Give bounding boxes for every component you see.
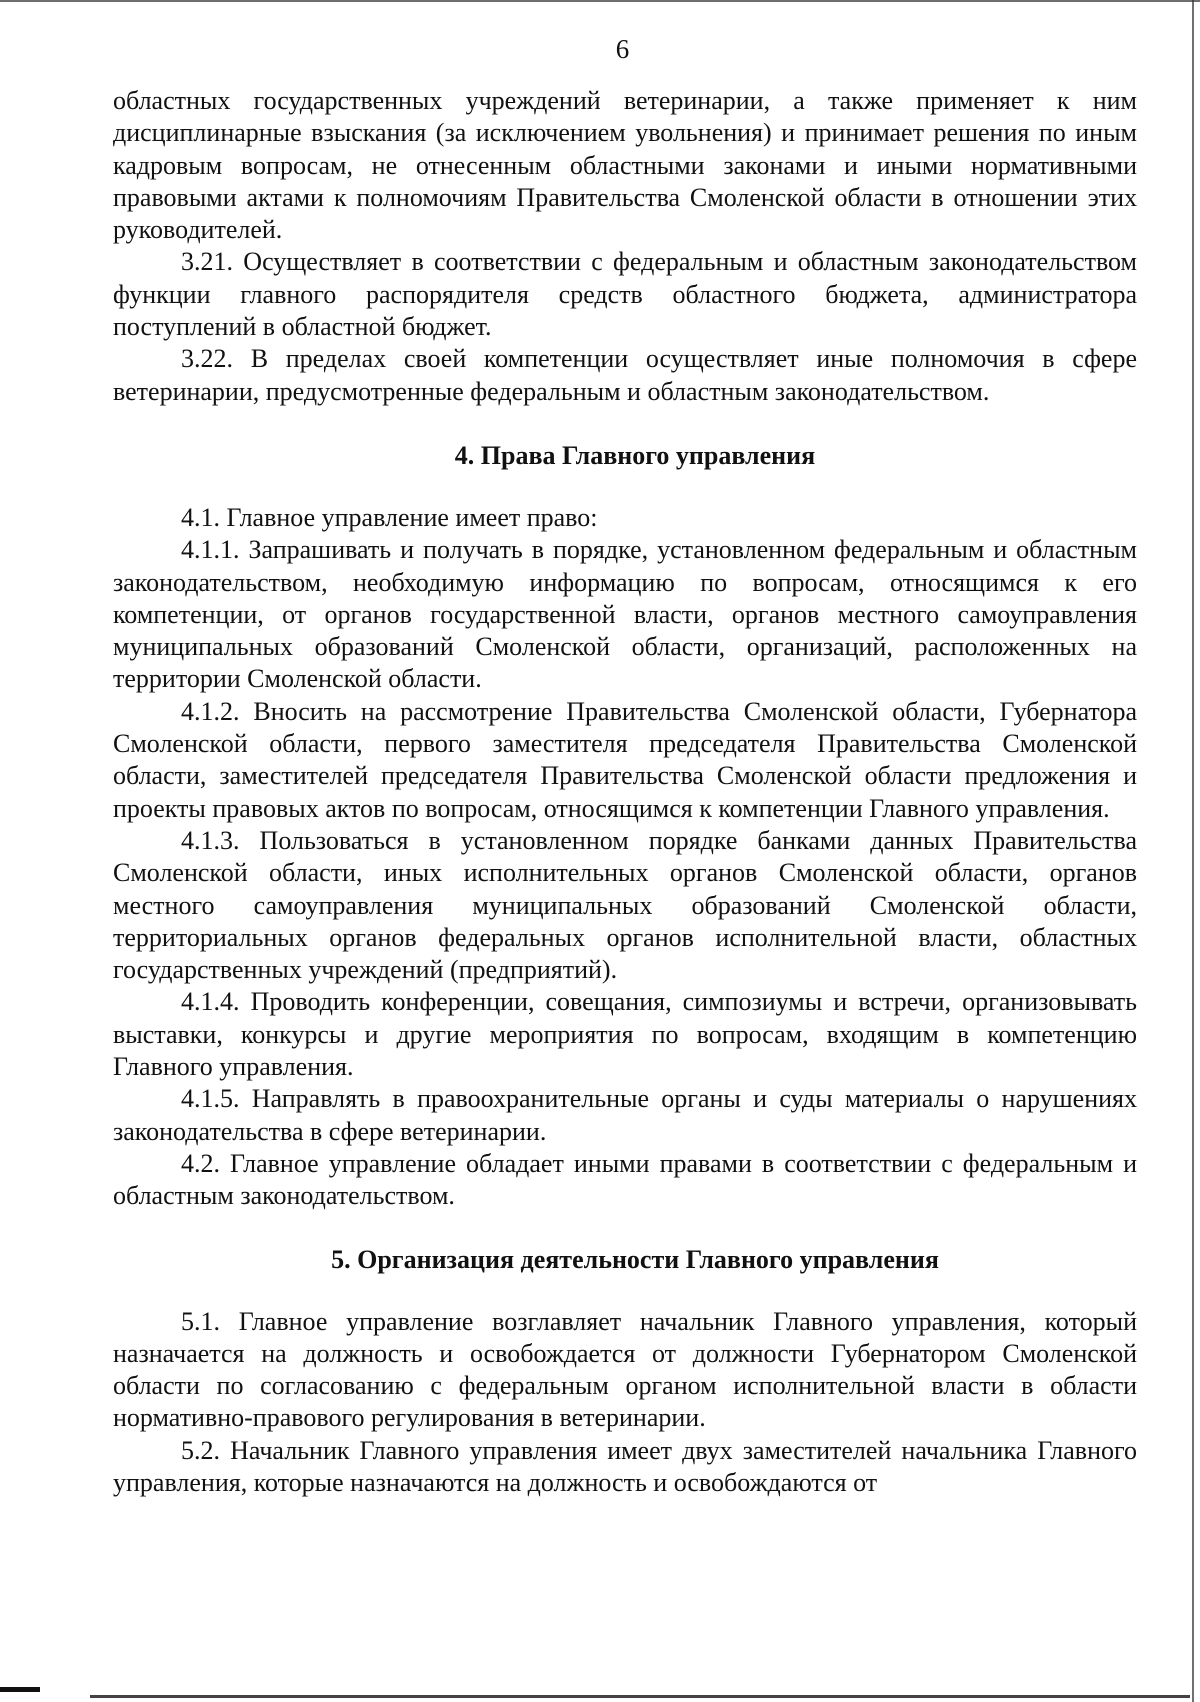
scan-border-right — [1192, 0, 1194, 1702]
paragraph-4-2: 4.2. Главное управление обладает иными правами в соответствии с федеральным и областным законодательством. — [113, 1148, 1137, 1211]
paragraph-4-1-4: 4.1.4. Проводить конференции, совещания, симпозиумы и встречи, организовывать выставки, конкурсы и другие мероприятия по вопросам, входящим в компетенцию Главного управления. — [113, 987, 1137, 1082]
section-5-title: 5. Организация деятельности Главного управления — [331, 1244, 939, 1274]
section-4-title: 4. Права Главного управления — [454, 440, 816, 470]
page-number: 6 — [615, 34, 630, 64]
paragraph-4-1: 4.1. Главное управление имеет право: — [181, 502, 598, 532]
paragraph-3-22: 3.22. В пределах своей компетенции осуществляет иные полномочия в сфере ветеринарии, предусмотренные федеральным и областным законодательством. — [113, 344, 1137, 406]
scan-border-top — [0, 0, 1200, 10]
document-body — [113, 85, 1137, 1499]
scan-mark — [0, 1687, 40, 1692]
paragraph-4-1-1: 4.1.1. Запрашивать и получать в порядке, установленном федеральным и областным законодательством, необходимую информацию по вопросам, относящимся к его компетенции, от органов государственной власти, органов местного самоуправления муниципальных образований Смоленской области, организаций, расположенных на территории Смоленской области. — [113, 535, 1137, 694]
paragraph-5-1: 5.1. Главное управление возглавляет начальник Главного управления, который назначается на должность и освобождается от должности Губернатором Смоленской области по согласованию с федеральным органом исполнительной власти в области нормативно-правового регулирования в ветеринарии. — [113, 1306, 1137, 1433]
paragraph-4-1-2: 4.1.2. Вносить на рассмотрение Правительства Смоленской области, Губернатора Смоленской области, первого заместителя председателя Правительства Смоленской области, заместителей председателя Правительства Смоленской области предложения и проекты правовых актов по вопросам, относящимся к компетенции Главного управления. — [113, 696, 1137, 823]
scan-border-bottom — [90, 1695, 1190, 1698]
paragraph-3-21: 3.21. Осуществляет в соответствии с федеральным и областным законодательством функции главного распорядителя средств областного бюджета, администратора поступлений в областной бюджет. — [113, 247, 1137, 342]
paragraph-4-1-3: 4.1.3. Пользоваться в установленном порядке банками данных Правительства Смоленской области, иных исполнительных органов Смоленской области, органов местного самоуправления муниципальных образований Смоленской области, территориальных органов федеральных органов исполнительной власти, областных государственных учреждений (предприятий). — [113, 825, 1137, 985]
paragraph-5-2: 5.2. Начальник Главного управления имеет двух заместителей начальника Главного управления, которые назначаются на должность и освобождаются от — [113, 1435, 1137, 1497]
paragraph-4-1-5: 4.1.5. Направлять в правоохранительные органы и суды материалы о нарушениях законодательства в сфере ветеринарии. — [113, 1084, 1137, 1146]
paragraph-continuation: областных государственных учреждений ветеринарии, а также применяет к ним дисциплинарные взыскания (за исключением увольнения) и принимает решения по иным кадровым вопросам, не отнесенным областными законами и иными нормативными правовыми актами к полномочиям Правительства Смоленской области в отношении этих руководителей. — [113, 86, 1137, 245]
